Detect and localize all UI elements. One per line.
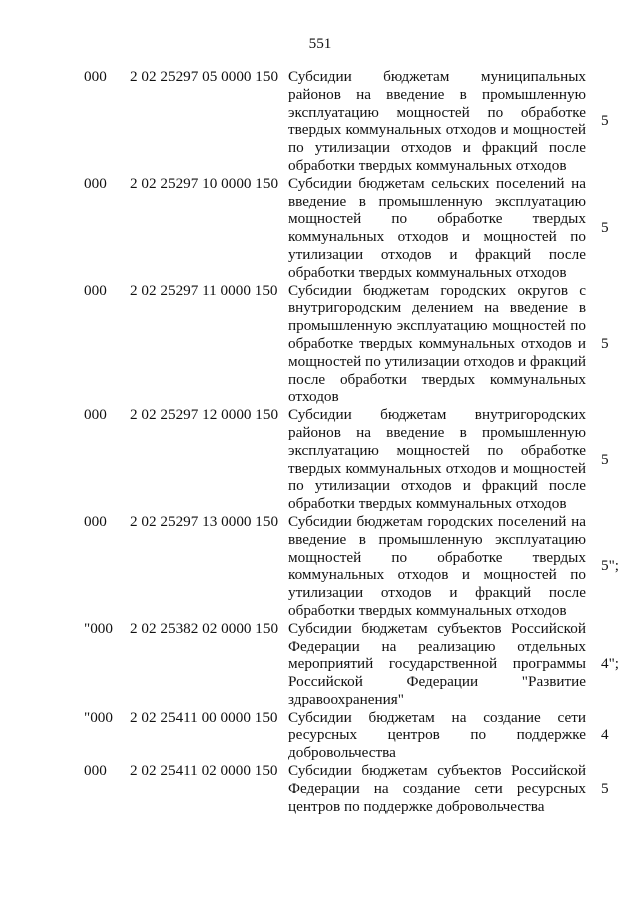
admin-code: 000 xyxy=(84,68,107,85)
table-row xyxy=(0,175,640,282)
row-value: 5 xyxy=(601,334,609,352)
row-description: Субсидии бюджетам субъектов Российской Федерации на создание сети ресурсных центров по поддержке добровольчества xyxy=(288,762,586,815)
kbk-code: 2 02 25297 05 0000 150 xyxy=(130,68,279,85)
table-row xyxy=(0,406,640,513)
budget-code-table xyxy=(0,68,640,815)
admin-code: 000 xyxy=(84,762,107,780)
row-value: 4 xyxy=(601,726,609,744)
row-description: Субсидии бюджетам муниципальных районов на введение в промышленную эксплуатацию мощностей по обработке твердых коммунальных отходов и мощностей по утилизации отходов и фракций после обработки твердых коммунальных отходов xyxy=(288,68,586,174)
row-value: 5"; xyxy=(601,557,620,575)
row-description: Субсидии бюджетам сельских поселений на введение в промышленную эксплуатацию мощностей по обработке твердых коммунальных отходов и мощностей по утилизации отходов и фракций после обработки твердых коммунальных отходов xyxy=(288,174,586,281)
admin-code: "000 xyxy=(84,708,113,726)
kbk-code: 2 02 25297 12 0000 150 xyxy=(130,406,279,424)
kbk-code: 2 02 25411 02 0000 150 xyxy=(130,762,278,780)
table-row xyxy=(0,282,640,407)
table-row xyxy=(0,513,640,620)
row-value: 4"; xyxy=(601,655,620,673)
admin-code: 000 xyxy=(84,406,107,424)
row-description: Субсидии бюджетам на создание сети ресурсных центров по поддержке добровольчества xyxy=(288,708,586,762)
page-number: 551 xyxy=(308,35,332,52)
admin-code: 000 xyxy=(84,512,107,530)
row-value: 5 xyxy=(601,112,609,130)
table-row xyxy=(0,68,640,175)
row-description: Субсидии бюджетам городских округов с внутригородским делением на введение в промышленную эксплуатацию мощностей по обработке твердых коммунальных отходов и мощностей по утилизации отходов и фракций после обработки твердых коммунальных отходов xyxy=(288,281,586,406)
table-row xyxy=(0,762,640,815)
kbk-code: 2 02 25297 11 0000 150 xyxy=(130,281,278,299)
kbk-code: 2 02 25297 13 0000 150 xyxy=(130,512,279,530)
kbk-code: 2 02 25382 02 0000 150 xyxy=(130,619,279,637)
table-row xyxy=(0,620,640,709)
row-description: Субсидии бюджетам городских поселений на введение в промышленную эксплуатацию мощностей по обработке твердых коммунальных отходов и мощностей по утилизации отходов и фракций после обработки твердых коммунальных отходов xyxy=(288,512,586,619)
row-value: 5 xyxy=(601,779,609,797)
row-description: Субсидии бюджетам субъектов Российской Федерации на реализацию отдельных мероприятий государственной программы Российской Федерации "Развитие здравоохранения" xyxy=(288,619,586,708)
row-description: Субсидии бюджетам внутригородских районов на введение в промышленную эксплуатацию мощностей по обработке твердых коммунальных отходов и мощностей по утилизации отходов и фракций после обработки твердых коммунальных отходов xyxy=(288,406,586,513)
kbk-code: 2 02 25297 10 0000 150 xyxy=(130,174,279,192)
row-value: 5 xyxy=(601,450,609,468)
table-row xyxy=(0,709,640,762)
admin-code: 000 xyxy=(84,174,107,192)
admin-code: 000 xyxy=(84,281,107,299)
kbk-code: 2 02 25411 00 0000 150 xyxy=(130,708,278,726)
row-value: 5 xyxy=(601,219,609,237)
admin-code: "000 xyxy=(84,619,113,637)
